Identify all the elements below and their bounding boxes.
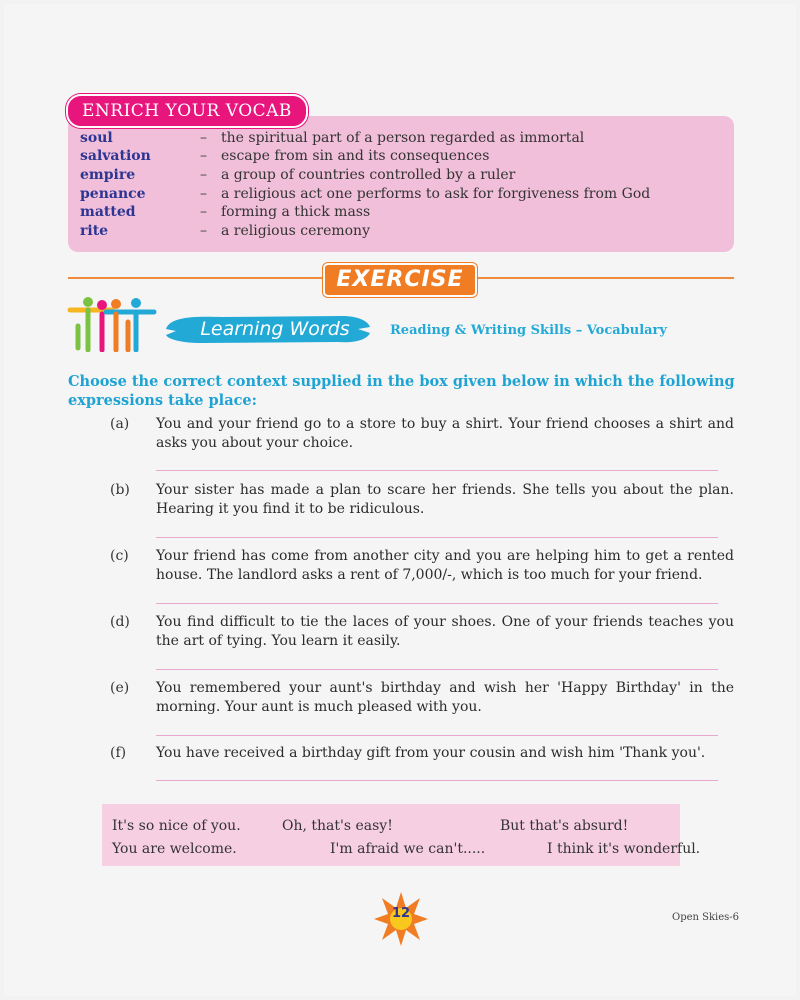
vocab-word: rite [80,223,109,239]
phrase-option: But that's absurd! [500,818,629,834]
phrase-option: I'm afraid we can't..... [330,841,486,857]
vocab-definition: a group of countries controlled by a ruler [221,167,516,183]
vocab-dash: – [200,130,207,146]
vocab-definition: escape from sin and its consequences [221,148,490,164]
vocab-word: soul [80,130,113,146]
question-text: You and your friend go to a store to buy a shirt. Your friend chooses a shirt and asks you about your choice. [156,416,734,451]
vocab-definition: forming a thick mass [221,204,371,220]
vocab-word: empire [80,167,136,183]
answer-line[interactable] [156,735,718,736]
people-icon [66,296,158,352]
answer-line[interactable] [156,470,718,471]
vocab-definition: a religious act one performs to ask for forgiveness from God [221,186,651,202]
vocab-entry [80,222,730,240]
vocab-entry [80,185,730,203]
book-title: Open Skies-6 [672,912,740,923]
vocab-definition: a religious ceremony [221,223,370,239]
phrase-option: You are welcome. [112,841,237,857]
phrase-option: I think it's wonderful. [547,841,701,857]
phrase-option: It's so nice of you. [112,818,241,834]
question-text: You find difficult to tie the laces of your shoes. One of your friends teaches you the art of tying. You learn it easily. [156,614,734,649]
section-title: Learning Words [200,318,350,340]
page-number: 12 [391,906,411,921]
vocab-word: matted [80,204,136,220]
vocab-word: penance [80,186,146,202]
vocab-dash: – [200,223,207,239]
question-letter: (c) [110,548,129,564]
vocab-entry [80,147,730,165]
vocab-entry [80,203,730,221]
vocab-dash: – [200,167,207,183]
question-letter: (d) [110,614,130,630]
question-letter: (a) [110,416,130,432]
question-letter: (f) [110,745,127,761]
vocab-entry [80,166,730,184]
answer-line[interactable] [156,780,718,781]
vocab-word: salvation [80,148,151,164]
exercise-badge: EXERCISE [323,263,477,297]
vocab-dash: – [200,204,207,220]
phrase-option: Oh, that's easy! [282,818,393,834]
vocab-dash: – [200,148,207,164]
vocab-entry [80,129,730,147]
answer-line[interactable] [156,669,718,670]
question-letter: (b) [110,482,130,498]
vocab-title: ENRICH YOUR VOCAB [66,94,308,128]
vocab-definition: the spiritual part of a person regarded as immortal [221,130,585,146]
vocab-dash: – [200,186,207,202]
question-text: Your friend has come from another city and you are helping him to get a rented house. The landlord asks a rent of 7,000/-, which is too much for your friend. [156,548,734,583]
question-text: You have received a birthday gift from your cousin and wish him 'Thank you'. [156,745,706,761]
question-text: You remembered your aunt's birthday and wish her 'Happy Birthday' in the morning. Your aunt is much pleased with you. [156,680,734,715]
section-subtitle: Reading & Writing Skills – Vocabulary [390,323,667,338]
instruction-heading: Choose the correct context supplied in the box given below in which the following expressions take place: [68,373,735,409]
answer-line[interactable] [156,537,718,538]
answer-line[interactable] [156,603,718,604]
question-text: Your sister has made a plan to scare her friends. She tells you about the plan. Hearing it you find it to be ridiculous. [156,482,734,517]
question-letter: (e) [110,680,130,696]
